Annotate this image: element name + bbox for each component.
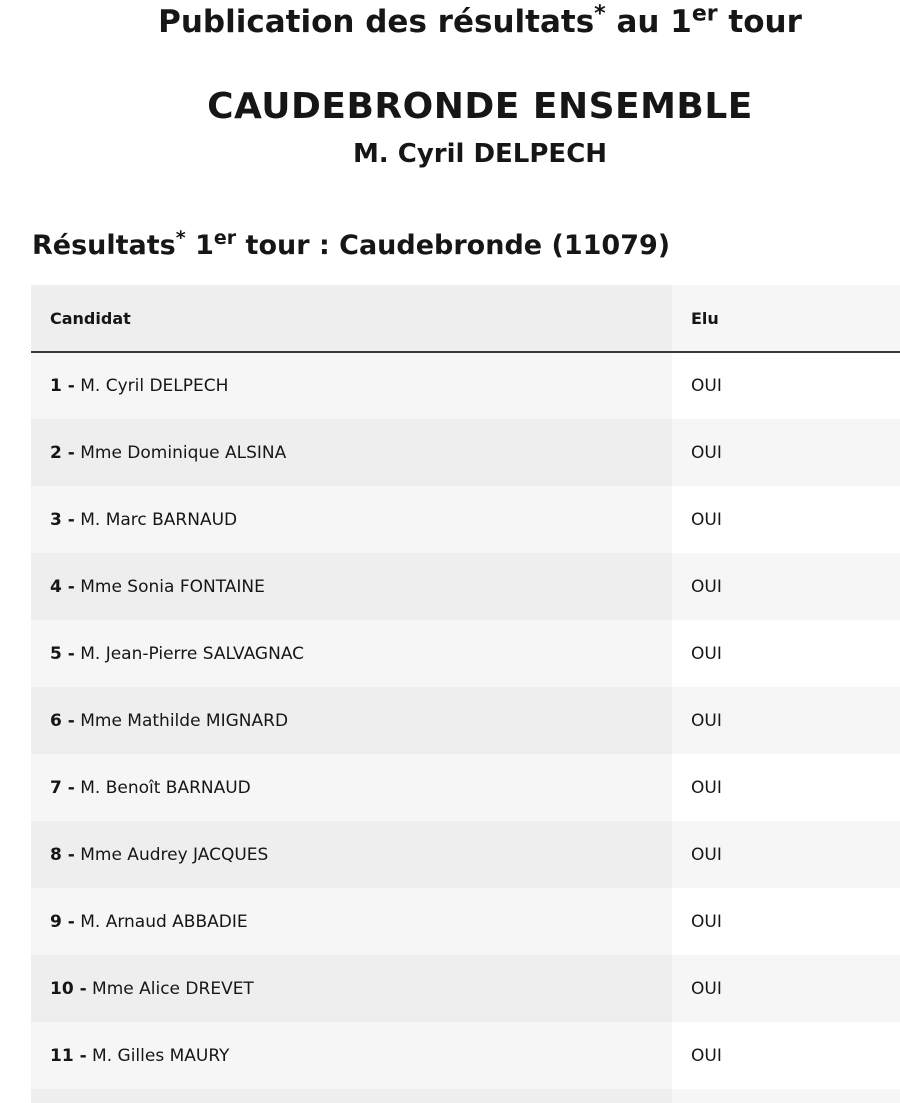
candidate-rank: 3 - [50,509,75,530]
candidate-rank: 1 - [50,376,75,396]
candidate-name: M. Gilles MAURY [92,1045,230,1066]
results-table [31,285,900,1103]
table-row [31,754,900,821]
candidate-name: Mme Audrey JACQUES [80,844,269,865]
column-header-elu: Elu [672,285,900,352]
candidate-cell [31,687,672,754]
elu-cell: OUI [672,1022,900,1089]
candidate-cell [31,888,672,955]
table-row [31,419,900,486]
page-heading-prefix: Publication des résultats [158,4,595,40]
candidate-name: M. Arnaud ABBADIE [80,911,248,932]
results-title-ordinal: er [213,227,237,249]
candidate-cell [31,352,672,419]
head-candidate: M. Cyril DELPECH [352,139,608,169]
candidate-rank: 6 - [50,710,75,731]
candidate-cell [31,955,672,1022]
table-row [31,821,900,888]
table-row [31,486,900,553]
results-title-asterisk: * [175,227,186,249]
candidate-cell [31,1089,672,1103]
candidate-name: Mme Mathilde MIGNARD [80,710,289,731]
elu-cell: OUI [672,888,900,955]
table-row [31,553,900,620]
elu-cell: OUI [672,955,900,1022]
table-header-row [31,285,900,352]
elu-cell [672,1089,900,1103]
elu-cell: OUI [672,687,900,754]
candidate-rank: 4 - [50,576,75,597]
candidate-name: M. Jean-Pierre SALVAGNAC [80,643,305,664]
candidate-name: Mme Sonia FONTAINE [80,576,265,597]
candidate-cell [31,1022,672,1089]
table-row [31,352,900,419]
table-row [31,888,900,955]
candidate-rank: 8 - [50,844,75,865]
list-name: CAUDEBRONDE ENSEMBLE [207,86,753,127]
candidate-rank: 7 - [50,777,75,798]
candidate-cell [31,486,672,553]
candidate-cell [31,821,672,888]
candidate-rank: 9 - [50,911,75,932]
candidate-rank: 2 - [50,442,75,463]
table-row-partial [31,1089,900,1103]
elu-cell: OUI [672,620,900,687]
candidate-rank: 11 - [50,1045,87,1066]
candidate-rank: 5 - [50,643,75,664]
candidate-cell [31,620,672,687]
table-row [31,620,900,687]
candidate-name: Mme Dominique ALSINA [80,442,287,463]
table-row [31,955,900,1022]
candidate-name: M. Marc BARNAUD [80,509,238,530]
table-row [31,1022,900,1089]
candidate-cell [31,419,672,486]
page-heading-suffix: tour [717,4,802,40]
page-heading-asterisk: * [594,1,606,27]
elu-cell: OUI [672,486,900,553]
column-header-candidat: Candidat [31,285,672,352]
elu-cell: OUI [672,553,900,620]
candidate-rank: 10 - [50,978,87,999]
results-table-body [31,352,900,1103]
elu-cell: OUI [672,419,900,486]
candidate-cell [31,754,672,821]
results-title [32,226,670,266]
candidate-name: Mme Alice DREVET [92,978,254,999]
elu-cell: OUI [672,821,900,888]
page-heading-middle: au 1 [605,4,692,40]
results-title-suffix: tour : Caudebronde (11079) [236,230,671,261]
page-heading-ordinal: er [691,1,718,27]
results-title-prefix: Résultats [32,230,176,261]
elu-cell: OUI [672,352,900,419]
candidate-name: M. Benoît BARNAUD [80,777,251,798]
candidate-name: M. Cyril DELPECH [80,376,229,396]
page-heading [0,2,900,42]
table-row [31,687,900,754]
results-table-container[interactable] [31,285,900,1103]
candidate-cell [31,553,672,620]
results-title-middle: 1 [185,230,214,261]
elu-cell: OUI [672,754,900,821]
